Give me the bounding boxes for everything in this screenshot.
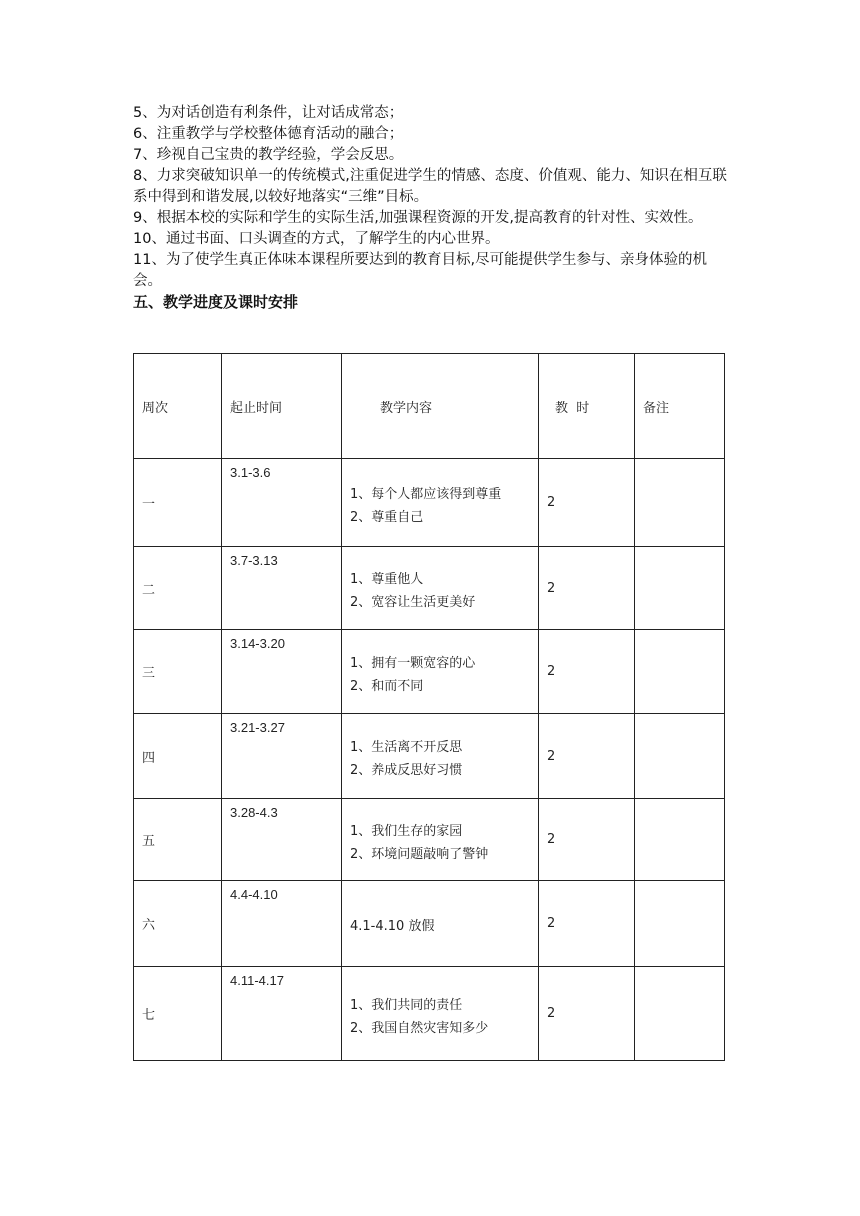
table-row bbox=[134, 881, 725, 967]
content-line: 1、尊重他人 bbox=[350, 572, 424, 587]
hours-cell: 2 bbox=[539, 714, 635, 799]
date-range: 4.4-4.10 bbox=[230, 887, 278, 902]
table-header-row bbox=[134, 354, 725, 459]
header-cell: 周次 bbox=[134, 354, 222, 459]
week-cell: 二 bbox=[134, 547, 222, 630]
date-range-cell bbox=[222, 967, 342, 1061]
table-row bbox=[134, 547, 725, 630]
header-cell: 备注 bbox=[635, 354, 725, 459]
hours-cell: 2 bbox=[539, 967, 635, 1061]
content-cell bbox=[342, 459, 539, 547]
note-cell bbox=[635, 459, 725, 547]
date-range: 3.14-3.20 bbox=[230, 636, 285, 651]
content-line: 1、我们共同的责任 bbox=[350, 997, 463, 1013]
date-range-cell bbox=[222, 799, 342, 881]
date-range-cell bbox=[222, 459, 342, 547]
note-cell bbox=[635, 630, 725, 714]
table-row bbox=[134, 459, 725, 547]
week-cell: 七 bbox=[134, 967, 222, 1061]
content-cell bbox=[342, 881, 539, 967]
content-line: 2、我国自然灾害知多少 bbox=[350, 1020, 489, 1036]
date-range: 3.28-4.3 bbox=[230, 805, 278, 820]
paragraph: 8、力求突破知识单一的传统模式,注重促进学生的情感、态度、价值观、能力、知识在相互联系中得到和谐发展,以较好地落实“三维”目标。 bbox=[133, 168, 727, 205]
header-cell: 教 时 bbox=[539, 354, 635, 459]
content-cell bbox=[342, 799, 539, 881]
date-range-cell bbox=[222, 881, 342, 967]
content-line: 1、拥有一颗宽容的心 bbox=[350, 655, 476, 671]
note-cell bbox=[635, 967, 725, 1061]
hours-cell: 2 bbox=[539, 799, 635, 881]
note-cell bbox=[635, 547, 725, 630]
paragraph: 11、为了使学生真正体味本课程所要达到的教育目标,尽可能提供学生参与、亲身体验的机会。 bbox=[133, 252, 708, 289]
table-row bbox=[134, 967, 725, 1061]
note-cell bbox=[635, 881, 725, 967]
paragraph: 5、为对话创造有利条件，让对话成常态； bbox=[133, 105, 404, 121]
paragraph: 9、根据本校的实际和学生的实际生活,加强课程资源的开发,提高教育的针对性、实效性。 bbox=[133, 210, 703, 226]
content-cell bbox=[342, 630, 539, 714]
document-body bbox=[133, 103, 733, 313]
content-line: 1、生活离不开反思 bbox=[350, 740, 463, 755]
date-range: 4.11-4.17 bbox=[230, 973, 284, 988]
content-line: 2、养成反思好习惯 bbox=[350, 763, 463, 778]
week-cell: 六 bbox=[134, 881, 222, 967]
date-range-cell bbox=[222, 630, 342, 714]
week-cell: 四 bbox=[134, 714, 222, 799]
date-range-cell bbox=[222, 714, 342, 799]
date-range: 3.21-3.27 bbox=[230, 720, 285, 735]
paragraph: 6、注重教学与学校整体德育活动的融合； bbox=[133, 126, 404, 142]
hours-cell: 2 bbox=[539, 881, 635, 967]
section-title: 五、教学进度及课时安排 bbox=[133, 293, 299, 311]
content-line: 1、每个人都应该得到尊重 bbox=[350, 486, 502, 502]
content-line: 1、我们生存的家园 bbox=[350, 823, 463, 839]
content-cell bbox=[342, 714, 539, 799]
week-cell: 三 bbox=[134, 630, 222, 714]
table-row bbox=[134, 714, 725, 799]
content-line: 2、环境问题敲响了警钟 bbox=[350, 846, 489, 862]
content-line: 2、尊重自己 bbox=[350, 509, 424, 525]
content-line: 2、和而不同 bbox=[350, 678, 424, 694]
content-line: 2、宽容让生活更美好 bbox=[350, 595, 476, 610]
week-cell: 五 bbox=[134, 799, 222, 881]
note-cell bbox=[635, 799, 725, 881]
hours-cell: 2 bbox=[539, 547, 635, 630]
content-cell bbox=[342, 967, 539, 1061]
date-range: 3.1-3.6 bbox=[230, 465, 271, 480]
table-row bbox=[134, 630, 725, 714]
table-row bbox=[134, 799, 725, 881]
content-line: 4.1-4.10 放假 bbox=[350, 919, 435, 934]
hours-cell: 2 bbox=[539, 630, 635, 714]
paragraph: 7、珍视自己宝贵的教学经验，学会反思。 bbox=[133, 147, 404, 163]
content-cell bbox=[342, 547, 539, 630]
hours-cell: 2 bbox=[539, 459, 635, 547]
schedule-table bbox=[133, 353, 725, 1061]
week-cell: 一 bbox=[134, 459, 222, 547]
header-cell: 教学内容 bbox=[342, 354, 539, 459]
note-cell bbox=[635, 714, 725, 799]
paragraph: 10、通过书面、口头调查的方式，了解学生的内心世界。 bbox=[133, 231, 500, 247]
date-range-cell bbox=[222, 547, 342, 630]
date-range: 3.7-3.13 bbox=[230, 553, 278, 568]
header-cell: 起止时间 bbox=[222, 354, 342, 459]
